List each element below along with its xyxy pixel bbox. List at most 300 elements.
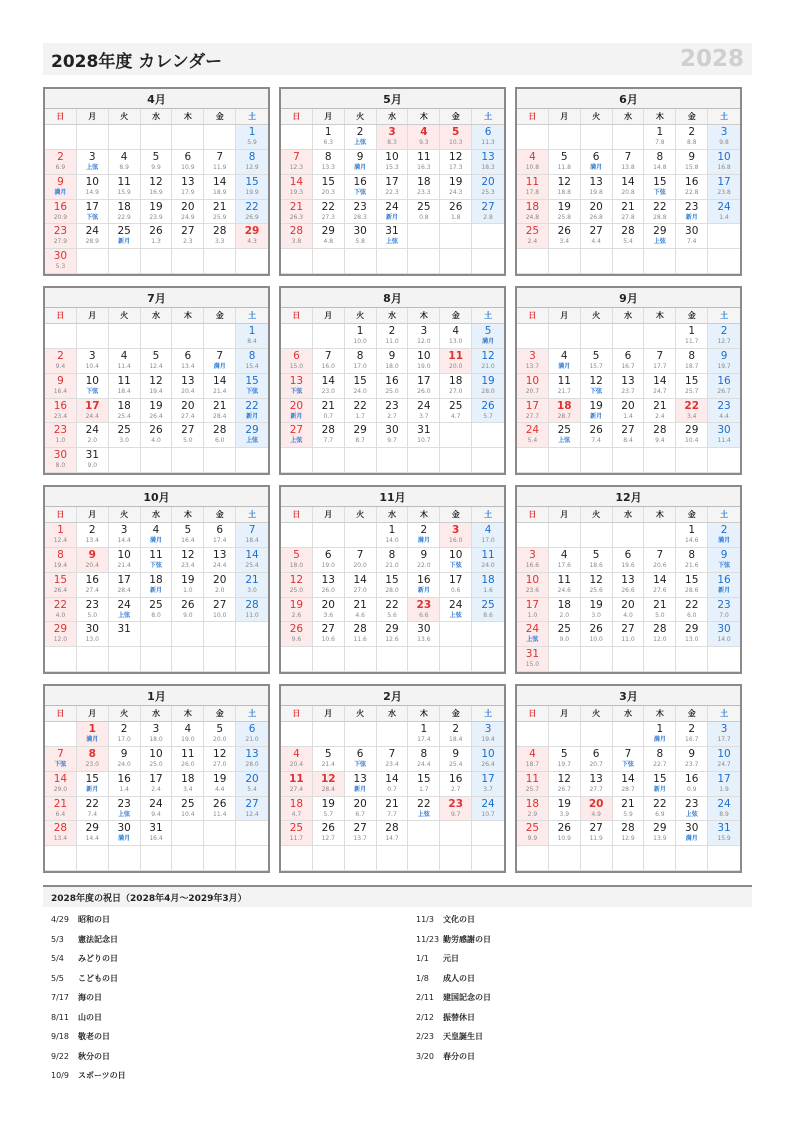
day-cell: [281, 399, 313, 424]
moon-age: 16.0: [321, 362, 335, 370]
moon-age: 8.7: [355, 437, 365, 445]
weekday-label: 土: [720, 510, 729, 519]
moon-age: 8.9: [119, 163, 129, 171]
moon-age: 27.7: [589, 785, 603, 793]
day-cell: [644, 175, 676, 200]
day-cell: [204, 772, 236, 797]
moon-age: 8.4: [623, 437, 633, 445]
moon-age: 10.8: [525, 163, 540, 171]
day-cell: [440, 797, 472, 822]
moon-age: 4.0: [55, 611, 66, 619]
day-number: 26: [289, 623, 304, 636]
moon-age: 9.0: [559, 636, 570, 644]
day-number: 15: [321, 175, 335, 188]
day-cell: [581, 622, 613, 647]
day-cell: [281, 598, 313, 623]
moon-age: 4.4: [214, 785, 225, 793]
day-number: 21: [621, 200, 635, 213]
empty-cell: [204, 324, 236, 349]
moon-age: 5.7: [323, 810, 334, 818]
moon-age: 7.7: [323, 437, 334, 445]
day-cell: [517, 821, 549, 846]
day-cell: [472, 772, 504, 797]
empty-cell: [141, 647, 173, 672]
day-cell: [613, 175, 645, 200]
empty-cell: [408, 846, 440, 871]
moon-age: 11.4: [717, 437, 731, 445]
holiday-item: [51, 1012, 102, 1032]
weekday-label: 日: [517, 308, 549, 323]
empty-cell: [440, 821, 472, 846]
day-number: 3: [484, 723, 492, 735]
day-cell: [141, 200, 173, 225]
day-cell: [172, 722, 204, 747]
day-number: 27: [621, 623, 635, 636]
empty-cell: [549, 448, 581, 473]
holiday-item: [416, 992, 491, 1012]
empty-cell: [77, 324, 109, 349]
day-number: 6: [356, 747, 364, 760]
day-number: 11: [525, 772, 540, 785]
empty-cell: [676, 647, 708, 672]
day-cell: [676, 224, 708, 249]
moon-age: 2.7: [450, 785, 461, 793]
day-number: 14: [213, 374, 227, 387]
day-cell: [77, 747, 109, 772]
day-number: 2: [688, 126, 696, 138]
moon-phase-label: 満月: [590, 163, 603, 171]
day-cell: [408, 772, 440, 797]
moon-age: 4.7: [291, 810, 302, 818]
day-number: 22: [684, 399, 700, 412]
empty-cell: [281, 125, 313, 150]
day-number: 28: [621, 225, 635, 238]
day-number: 30: [685, 822, 699, 835]
moon-age: 8.0: [151, 611, 161, 619]
day-number: 7: [248, 524, 256, 536]
day-cell: [141, 349, 173, 374]
day-number: 16: [385, 374, 399, 387]
weekday-label: 水: [613, 109, 645, 124]
day-cell: [708, 374, 740, 399]
day-number: 10: [85, 175, 99, 188]
moon-age: 24.0: [481, 561, 495, 569]
day-number: 23: [85, 598, 99, 611]
holiday-date: 9/18: [51, 1032, 69, 1041]
day-cell: [708, 598, 740, 623]
day-number: 2: [420, 524, 428, 536]
empty-cell: [708, 846, 740, 871]
weekday-label: 日: [45, 308, 77, 323]
day-number: 6: [184, 349, 192, 362]
day-cell: [472, 523, 504, 548]
day-number: 22: [53, 598, 68, 611]
moon-phase-label: 上弦: [685, 810, 698, 818]
moon-age: 27.0: [449, 387, 463, 395]
moon-phase-label: 下弦: [149, 561, 162, 569]
day-number: 26: [449, 200, 463, 213]
day-cell: [408, 349, 440, 374]
weekday-label: 火: [109, 507, 141, 522]
day-number: 10: [417, 349, 431, 362]
empty-cell: [172, 846, 204, 871]
day-cell: [581, 399, 613, 424]
moon-age: 7.4: [87, 810, 98, 818]
empty-cell: [345, 846, 377, 871]
empty-cell: [377, 249, 409, 274]
day-number: 4: [452, 325, 460, 337]
empty-cell: [77, 647, 109, 672]
moon-phase-label: 満月: [354, 163, 367, 171]
moon-age: 21.4: [321, 760, 335, 768]
moon-age: 3.9: [559, 810, 570, 818]
day-number: 10: [449, 548, 463, 561]
day-cell: [676, 573, 708, 598]
day-cell: [581, 821, 613, 846]
day-cell: [345, 374, 377, 399]
moon-age: 6.0: [686, 611, 697, 619]
day-cell: [45, 224, 77, 249]
moon-age: 11.6: [353, 636, 367, 644]
day-cell: [676, 747, 708, 772]
day-cell: [77, 573, 109, 598]
moon-age: 3.7: [419, 412, 429, 420]
day-number: 6: [624, 349, 632, 362]
moon-age: 16.7: [685, 736, 699, 743]
day-number: 18: [481, 573, 495, 586]
empty-cell: [440, 647, 472, 672]
moon-age: 20.7: [525, 387, 540, 395]
day-cell: [172, 224, 204, 249]
day-number: 26: [149, 225, 163, 238]
moon-age: 24.0: [117, 760, 131, 768]
day-cell: [440, 200, 472, 225]
day-number: 21: [621, 797, 635, 810]
moon-age: 3.7: [483, 785, 493, 793]
empty-cell: [440, 622, 472, 647]
day-cell: [644, 423, 676, 448]
weekday-label: 日: [45, 706, 77, 721]
day-cell: [236, 598, 268, 623]
day-number: 16: [53, 200, 68, 213]
moon-age: 2.0: [87, 437, 98, 445]
moon-age: 5.9: [623, 810, 633, 818]
moon-phase-label: 新月: [718, 586, 731, 594]
day-cell: [472, 797, 504, 822]
day-cell: [236, 324, 268, 349]
moon-age: 0.7: [387, 785, 397, 793]
moon-age: 17.7: [653, 362, 667, 370]
moon-age: 17.0: [353, 362, 367, 370]
moon-age: 28.4: [213, 412, 227, 420]
day-number: 8: [248, 349, 256, 362]
moon-age: 5.0: [87, 611, 98, 619]
empty-cell: [613, 125, 645, 150]
moon-phase-label: 満月: [685, 835, 698, 843]
moon-age: 18.4: [117, 387, 131, 395]
moon-age: 16.0: [449, 537, 463, 544]
day-cell: [517, 374, 549, 399]
day-cell: [172, 150, 204, 175]
day-number: 30: [717, 424, 731, 437]
day-cell: [408, 722, 440, 747]
day-number: 1: [420, 723, 428, 735]
day-cell: [708, 200, 740, 225]
moon-age: 26.0: [321, 586, 335, 594]
moon-age: 10.0: [213, 611, 227, 619]
moon-age: 9.0: [87, 462, 98, 470]
day-cell: [581, 150, 613, 175]
moon-age: 19.4: [149, 387, 163, 395]
moon-age: 25.4: [449, 760, 463, 768]
day-number: 12: [181, 548, 195, 561]
day-cell: [408, 200, 440, 225]
day-cell: [613, 622, 645, 647]
day-number: 5: [592, 349, 600, 362]
day-number: 25: [149, 598, 163, 611]
weekday-label: 土: [720, 311, 729, 320]
moon-age: 27.4: [181, 412, 195, 420]
moon-age: 7.8: [655, 139, 665, 146]
day-cell: [408, 523, 440, 548]
moon-phase-label: 下弦: [54, 760, 67, 768]
day-number: 27: [621, 424, 635, 437]
empty-cell: [141, 448, 173, 473]
day-number: 21: [213, 200, 227, 213]
holiday-item: [416, 1031, 483, 1051]
empty-cell: [472, 846, 504, 871]
day-cell: [549, 797, 581, 822]
day-number: 3: [720, 126, 728, 138]
day-cell: [77, 548, 109, 573]
moon-age: 25.0: [289, 586, 304, 594]
holiday-date: 2/23: [416, 1032, 434, 1041]
day-cell: [644, 349, 676, 374]
day-cell: [408, 797, 440, 822]
day-cell: [549, 150, 581, 175]
moon-age: 17.6: [557, 561, 571, 569]
moon-age: 7.0: [719, 611, 729, 619]
day-cell: [236, 423, 268, 448]
day-number: 10: [149, 747, 163, 760]
empty-cell: [313, 523, 345, 548]
day-number: 5: [152, 349, 160, 362]
empty-cell: [204, 622, 236, 647]
weekday-label: 月: [313, 308, 345, 323]
day-number: 28: [385, 822, 399, 835]
empty-cell: [472, 448, 504, 473]
day-number: 24: [525, 424, 540, 437]
day-number: 3: [452, 524, 460, 536]
day-number: 19: [481, 374, 495, 387]
moon-age: 9.3: [419, 139, 429, 146]
day-number: 14: [321, 374, 335, 387]
day-number: 13: [353, 772, 367, 785]
day-cell: [109, 423, 141, 448]
months-grid: [43, 87, 742, 875]
moon-age: 5.0: [183, 437, 193, 445]
day-number: 22: [653, 797, 667, 810]
day-cell: [644, 573, 676, 598]
day-cell: [313, 573, 345, 598]
moon-age: 16.4: [181, 537, 195, 544]
moon-age: 27.0: [213, 760, 227, 768]
day-number: 19: [149, 200, 163, 213]
empty-cell: [708, 647, 740, 672]
day-cell: [172, 175, 204, 200]
day-cell: [45, 349, 77, 374]
day-cell: [236, 399, 268, 424]
day-number: 22: [685, 598, 699, 611]
empty-cell: [676, 846, 708, 871]
empty-cell: [204, 125, 236, 150]
day-number: 22: [245, 399, 259, 412]
day-cell: [345, 175, 377, 200]
moon-age: 17.9: [181, 188, 195, 196]
empty-cell: [141, 846, 173, 871]
day-number: 29: [245, 424, 259, 437]
day-cell: [45, 747, 77, 772]
day-number: 1: [324, 126, 332, 138]
day-cell: [345, 622, 377, 647]
moon-phase-label: 満月: [653, 736, 666, 743]
day-number: 20: [353, 797, 367, 810]
day-number: 13: [321, 573, 335, 586]
month-title: 12月: [517, 487, 740, 507]
day-cell: [472, 722, 504, 747]
moon-age: 5.8: [355, 238, 365, 246]
weekday-label: 土: [720, 709, 729, 718]
day-cell: [708, 324, 740, 349]
day-cell: [45, 200, 77, 225]
day-cell: [77, 797, 109, 822]
moon-age: 6.3: [323, 139, 334, 146]
day-number: 9: [720, 349, 728, 362]
day-number: 5: [293, 548, 300, 561]
moon-age: 2.4: [151, 785, 161, 793]
day-cell: [644, 598, 676, 623]
day-number: 20: [621, 598, 635, 611]
day-cell: [408, 548, 440, 573]
empty-cell: [472, 821, 504, 846]
day-number: 9: [452, 747, 460, 760]
day-cell: [549, 224, 581, 249]
empty-cell: [549, 249, 581, 274]
day-cell: [77, 399, 109, 424]
moon-phase-label: 新月: [354, 785, 367, 793]
day-cell: [581, 175, 613, 200]
day-cell: [644, 399, 676, 424]
day-number: 23: [685, 200, 699, 213]
day-cell: [236, 374, 268, 399]
day-cell: [408, 598, 440, 623]
moon-age: 9.4: [655, 437, 665, 445]
day-grid: [45, 324, 268, 473]
day-number: 16: [449, 772, 463, 785]
day-cell: [313, 349, 345, 374]
moon-age: 18.9: [213, 188, 227, 196]
day-number: 4: [529, 150, 536, 163]
day-number: 12: [481, 349, 495, 362]
day-cell: [377, 523, 409, 548]
day-cell: [109, 622, 141, 647]
day-cell: [345, 573, 377, 598]
day-cell: [204, 349, 236, 374]
empty-cell: [581, 523, 613, 548]
moon-age: 4.0: [623, 611, 633, 619]
day-cell: [708, 622, 740, 647]
day-cell: [345, 772, 377, 797]
moon-age: 12.0: [653, 636, 667, 644]
moon-age: 6.9: [55, 163, 66, 171]
day-number: 7: [624, 150, 632, 163]
empty-cell: [644, 647, 676, 672]
moon-phase-label: 下弦: [86, 387, 99, 395]
moon-age: 21.4: [213, 387, 227, 395]
moon-age: 11.9: [213, 163, 227, 171]
moon-age: 2.9: [527, 810, 538, 818]
weekday-label: 月: [313, 109, 345, 124]
day-cell: [613, 772, 645, 797]
day-number: 1: [688, 325, 696, 337]
day-number: 15: [245, 175, 259, 188]
day-cell: [377, 399, 409, 424]
day-number: 27: [481, 200, 495, 213]
moon-phase-label: 下弦: [718, 561, 731, 569]
day-cell: [581, 349, 613, 374]
moon-age: 9.4: [151, 810, 161, 818]
day-number: 27: [321, 623, 335, 636]
day-number: 3: [388, 126, 396, 138]
day-number: 7: [656, 349, 664, 362]
moon-age: 1.0: [183, 586, 193, 594]
day-number: 16: [53, 399, 68, 412]
month-1: [43, 87, 270, 276]
day-cell: [204, 224, 236, 249]
weekday-label: 火: [345, 308, 377, 323]
empty-cell: [141, 249, 173, 274]
month-3: [515, 87, 742, 276]
moon-age: 0.6: [450, 586, 461, 594]
moon-age: 19.4: [53, 561, 68, 569]
day-cell: [377, 573, 409, 598]
empty-cell: [440, 249, 472, 274]
day-number: 8: [248, 150, 256, 163]
moon-age: 27.8: [621, 213, 635, 221]
day-number: 28: [289, 225, 304, 238]
day-number: 15: [85, 772, 99, 785]
moon-age: 3.4: [183, 785, 193, 793]
day-cell: [644, 150, 676, 175]
day-cell: [45, 573, 77, 598]
weekday-label: 木: [644, 308, 676, 323]
day-cell: [172, 200, 204, 225]
day-cell: [708, 722, 740, 747]
day-grid: [45, 523, 268, 672]
day-number: 25: [525, 822, 540, 835]
day-cell: [281, 747, 313, 772]
day-number: 29: [653, 822, 667, 835]
day-cell: [377, 374, 409, 399]
day-number: 22: [653, 200, 667, 213]
day-cell: [77, 175, 109, 200]
day-cell: [440, 125, 472, 150]
day-number: 12: [449, 150, 463, 163]
moon-age: 19.9: [245, 188, 259, 196]
holiday-list: [43, 885, 752, 1085]
empty-cell: [313, 324, 345, 349]
day-number: 6: [248, 723, 256, 735]
